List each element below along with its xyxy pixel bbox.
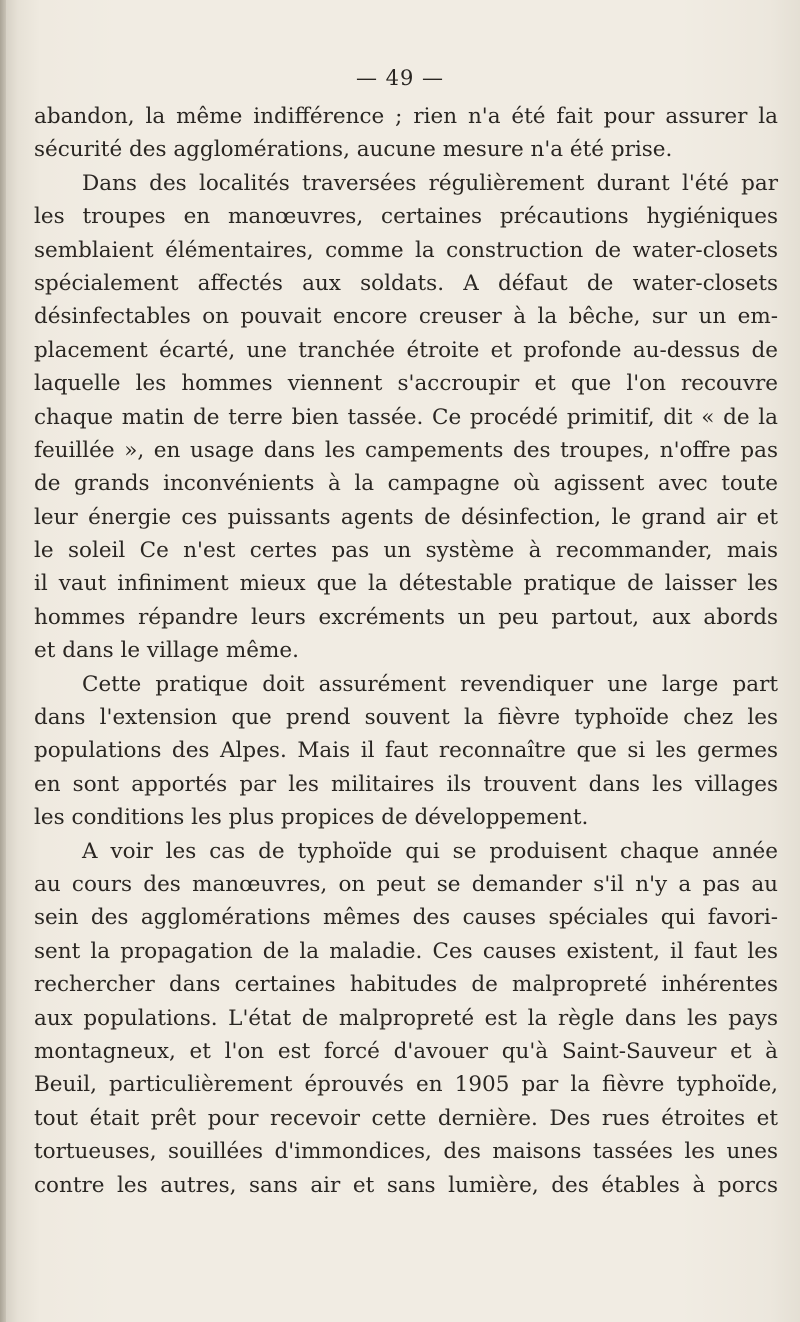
body-text — [34, 100, 778, 1202]
paragraph-3 — [34, 668, 778, 835]
paragraph-4 — [34, 835, 778, 1202]
text-line: populations des Alpes. Mais il faut reconnaître que si les germes — [34, 738, 778, 764]
paragraph-2 — [34, 167, 778, 668]
text-line: tortueuses, souillées d'immondices, des maisons tassées les unes — [34, 1139, 778, 1165]
text-line: spécialement affectés aux soldats. A défaut de water-closets — [34, 270, 778, 296]
text-line: tout était prêt pour recevoir cette dernière. Des rues étroites et — [34, 1105, 778, 1131]
text-line: hommes répandre leurs excréments un peu partout, aux abords — [34, 604, 778, 630]
text-line: A voir les cas de typhoïde qui se produisent chaque année — [82, 838, 778, 864]
text-line: les troupes en manœuvres, certaines précautions hygiéniques — [34, 204, 778, 230]
text-line: de grands inconvénients à la campagne où agissent avec toute — [34, 471, 778, 497]
text-line: chaque matin de terre bien tassée. Ce procédé primitif, dit « de la — [34, 404, 778, 430]
text-line: sein des agglomérations mêmes des causes spéciales qui favori- — [34, 905, 778, 931]
text-line: Cette pratique doit assurément revendiquer une large part — [82, 671, 778, 697]
text-line: rechercher dans certaines habitudes de malpropreté inhérentes — [34, 972, 778, 998]
text-line: et dans le village même. — [34, 638, 299, 664]
text-line: feuillée », en usage dans les campements des troupes, n'offre pas — [34, 437, 778, 463]
text-line: montagneux, et l'on est forcé d'avouer qu'à Saint-Sauveur et à — [34, 1038, 778, 1064]
text-line: en sont apportés par les militaires ils trouvent dans les villages — [34, 771, 778, 797]
text-line: aux populations. L'état de malpropreté est la règle dans les pays — [34, 1005, 778, 1031]
text-line: il vaut infiniment mieux que la détestable pratique de laisser les — [34, 571, 778, 597]
text-line: sécurité des agglomérations, aucune mesure n'a été prise. — [34, 137, 673, 163]
text-line: au cours des manœuvres, on peut se demander s'il n'y a pas au — [34, 871, 778, 897]
text-line: placement écarté, une tranchée étroite et profonde au-dessus de — [34, 337, 778, 363]
text-line: Beuil, particulièrement éprouvés en 1905 par la fièvre typhoïde, — [34, 1072, 778, 1098]
page-binding-edge — [0, 0, 6, 1322]
text-line: sent la propagation de la maladie. Ces causes existent, il faut les — [34, 938, 778, 964]
text-line: Dans des localités traversées régulièrement durant l'été par — [82, 170, 778, 196]
text-line: abandon, la même indifférence ; rien n'a été fait pour assurer la — [34, 104, 778, 129]
text-line: leur énergie ces puissants agents de désinfection, le grand air et — [34, 504, 778, 530]
text-line: les conditions les plus propices de développement. — [34, 805, 589, 831]
page-number: — 49 — — [355, 66, 445, 90]
text-line: semblaient élémentaires, comme la construction de water-closets — [34, 237, 778, 263]
text-line: laquelle les hommes viennent s'accroupir et que l'on recouvre — [34, 371, 778, 397]
text-line: désinfectables on pouvait encore creuser à la bêche, sur un em- — [34, 304, 778, 330]
text-line: le soleil Ce n'est certes pas un système à recommander, mais — [34, 538, 778, 564]
text-line: dans l'extension que prend souvent la fièvre typhoïde chez les — [34, 705, 778, 731]
paragraph-1 — [34, 100, 778, 167]
text-line: contre les autres, sans air et sans lumière, des étables à porcs — [34, 1172, 778, 1198]
